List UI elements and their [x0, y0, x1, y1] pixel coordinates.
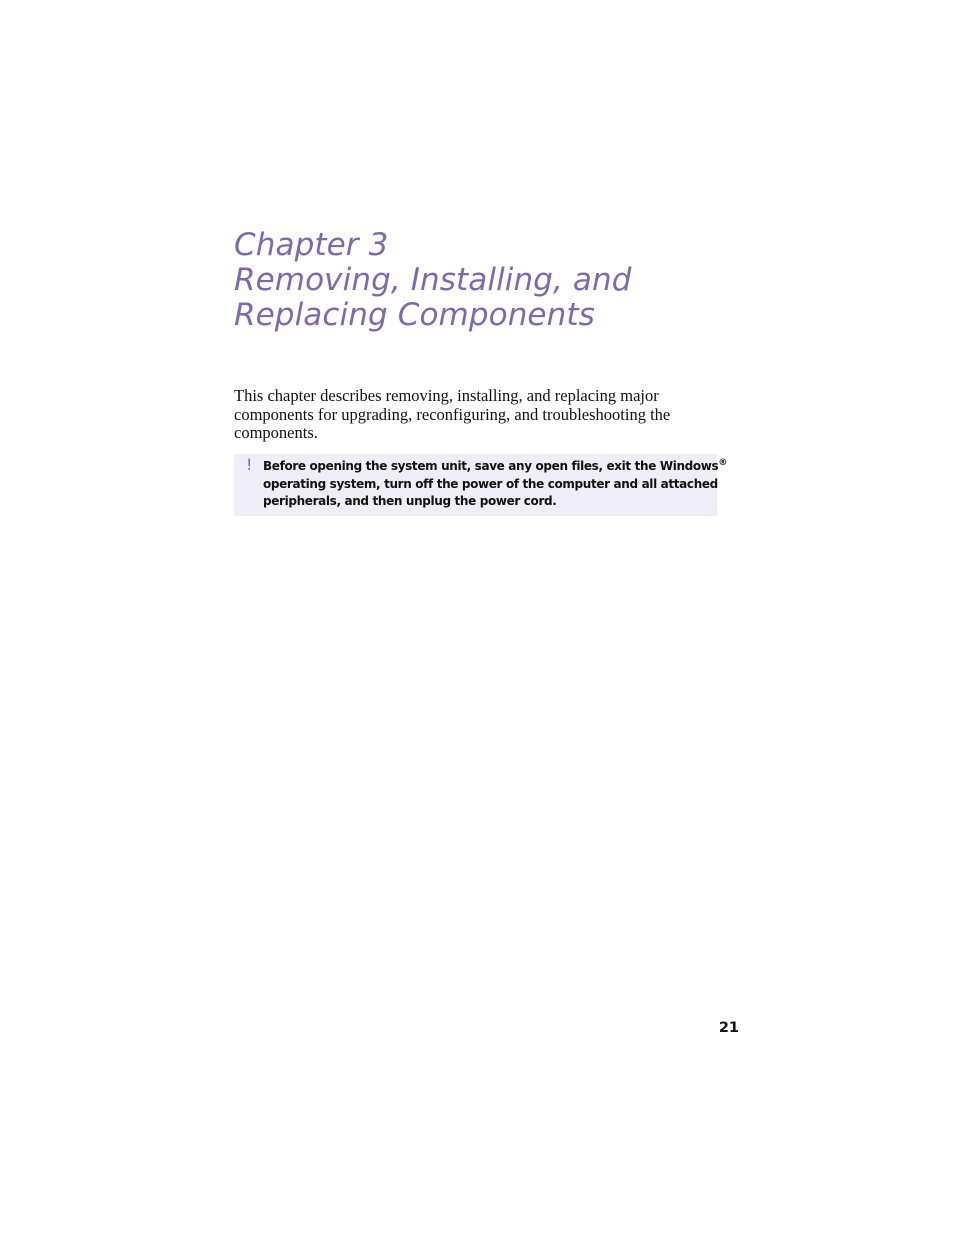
chapter-title-line-1: Removing, Installing, and [234, 262, 632, 298]
caution-note-line-2: operating system, turn off the power of the computer and all attached [263, 476, 718, 491]
caution-note-line-3: peripherals, and then unplug the power cord. [263, 494, 557, 508]
chapter-heading [234, 228, 754, 333]
caution-note-line-1 [263, 458, 727, 476]
registered-trademark-mark: ® [718, 458, 727, 468]
caution-note-text [263, 458, 727, 511]
chapter-label: Chapter 3 [234, 227, 389, 263]
caution-note-line-1-text: Before opening the system unit, save any open files, exit the Windows [263, 459, 719, 473]
exclamation-icon: ! [246, 455, 253, 474]
intro-paragraph: This chapter describes removing, installing, and replacing major components for upgrading, reconfiguring, and troubleshooting the components. [234, 386, 671, 442]
caution-note [234, 454, 727, 516]
chapter-title-line-2: Replacing Components [234, 297, 595, 333]
page-number: 21 [718, 1020, 739, 1036]
